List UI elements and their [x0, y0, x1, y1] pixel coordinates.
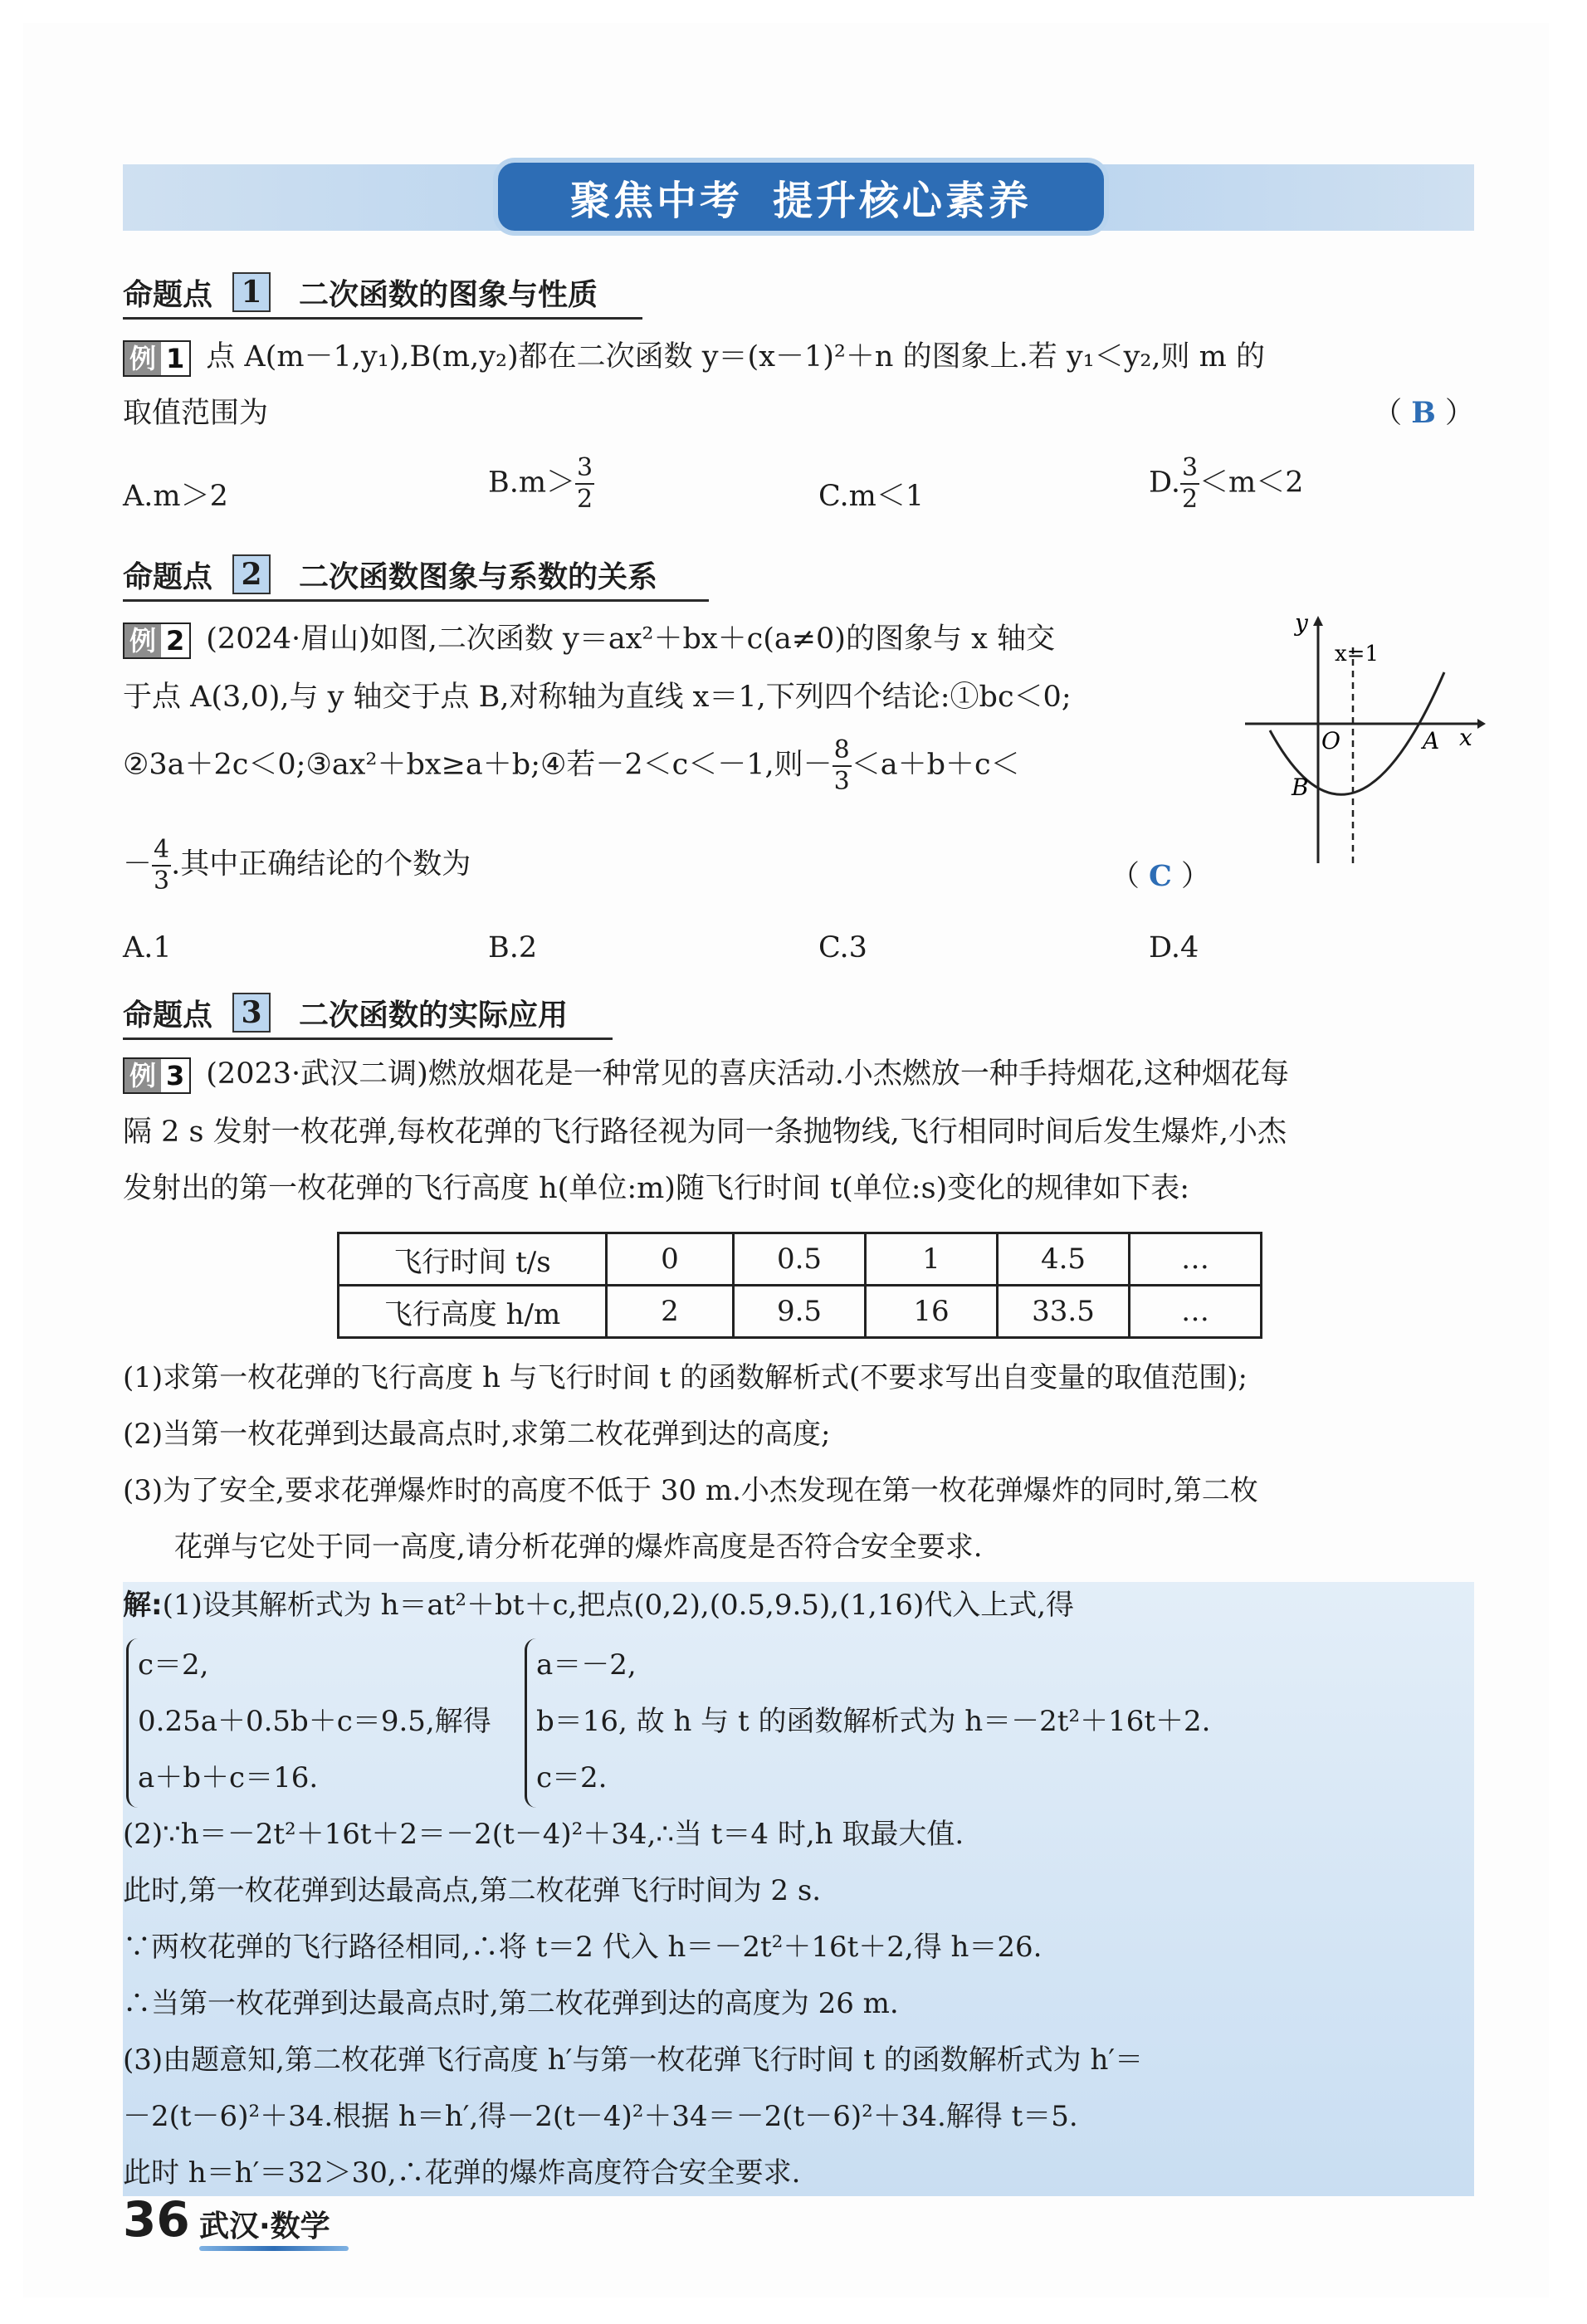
parabola-graph — [1237, 606, 1486, 872]
x-axis-label: x — [1459, 724, 1472, 751]
option-d: D. $\frac{3}{2}$ ＜m＜2 — [1149, 453, 1304, 514]
answer-1: B — [1411, 396, 1436, 430]
section-label: 命题点 — [123, 559, 213, 594]
example-3-line-3: 发射出的第一枚花弹的飞行高度 h(单位:m)随飞行时间 t(单位:s)变化的规律如下表: — [123, 1172, 1190, 1205]
table-cell: 16 — [866, 1286, 998, 1338]
flight-data-table — [337, 1232, 1262, 1339]
option-a: A.1 — [123, 931, 172, 964]
option-d: D.4 — [1149, 931, 1199, 964]
table-cell: 飞行时间 t/s — [339, 1233, 607, 1286]
section-label: 命题点 — [123, 277, 213, 312]
example-tag: 例 2 — [123, 622, 191, 659]
question-2: (2)当第一枚花弹到达最高点时,求第二枚花弹到达的高度; — [123, 1418, 831, 1451]
section-header-2 — [123, 549, 709, 602]
table-cell: 9.5 — [734, 1286, 866, 1338]
example-2-line-4: － $\frac{4}{3}$ .其中正确结论的个数为 （ C ） — [123, 835, 1210, 896]
system-2-row-2: b＝16, 故 h 与 t 的函数解析式为 h＝－2t²＋16t＋2. — [536, 1705, 1211, 1738]
footer-title: 武汉·数学 — [199, 2209, 330, 2243]
example-2-line-2: 于点 A(3,0),与 y 轴交于点 B,对称轴为直线 x＝1,下列四个结论:①bc＜0; — [123, 681, 1072, 714]
example-1-line-2: 取值范围为 （ B ） — [123, 396, 1474, 430]
system-1-row-1: c＝2, — [138, 1648, 209, 1682]
system-1-row-3: a＋b＋c＝16. — [138, 1761, 319, 1794]
table-row — [339, 1286, 1262, 1338]
section-title: 二次函数图象与系数的关系 — [299, 559, 658, 594]
table-cell: … — [1130, 1233, 1262, 1286]
question-3-line-1: (3)为了安全,要求花弹爆炸时的高度不低于 30 m.小杰发现在第一枚花弹爆炸的同时,第二枚 — [123, 1474, 1258, 1507]
table-cell: 4.5 — [998, 1233, 1130, 1286]
section-number: 1 — [232, 272, 271, 312]
point-a-label: A — [1423, 727, 1440, 754]
table-row — [339, 1233, 1262, 1286]
example-2-line-1: 例 2 (2024·眉山)如图,二次函数 y＝ax²＋bx＋c(a≠0)的图象与 x 轴交 — [123, 616, 1055, 659]
table-cell: 0 — [607, 1233, 734, 1286]
point-b-label: B — [1292, 774, 1309, 801]
option-a: A.m＞2 — [123, 480, 228, 513]
system-2-row-1: a＝－2, — [536, 1648, 637, 1682]
table-cell: 飞行高度 h/m — [339, 1286, 607, 1338]
section-header-3 — [123, 988, 613, 1040]
example-tag: 例 1 — [123, 340, 191, 377]
section-banner — [498, 163, 1104, 231]
solution-line-8: 此时 h＝h′＝32＞30,∴花弹的爆炸高度符合安全要求. — [123, 2156, 801, 2190]
option-c: C.m＜1 — [818, 480, 925, 513]
table-cell: 1 — [866, 1233, 998, 1286]
answer-2: C — [1149, 859, 1172, 893]
table-cell: … — [1130, 1286, 1262, 1338]
solution-line-5: ∴当第一枚花弹到达最高点时,第二枚花弹到达的高度为 26 m. — [123, 1987, 899, 2020]
y-axis-label: y — [1295, 609, 1308, 637]
solution-line-3: 此时,第一枚花弹到达最高点,第二枚花弹飞行时间为 2 s. — [123, 1874, 822, 1907]
system-1-row-2: 0.25a＋0.5b＋c＝9.5,解得 — [138, 1705, 491, 1738]
example-1-line-1: 例 1 点 A(m－1,y₁),B(m,y₂)都在二次函数 y＝(x－1)²＋n 的图象上.若 y₁＜y₂,则 m 的 — [123, 334, 1265, 377]
option-b: B.2 — [488, 931, 538, 964]
table-cell: 0.5 — [734, 1233, 866, 1286]
example-3-line-2: 隔 2 s 发射一枚花弹,每枚花弹的飞行路径视为同一条抛物线,飞行相同时间后发生爆炸,小杰 — [123, 1116, 1287, 1149]
page-number: 36 — [123, 2191, 190, 2248]
option-b: B.m＞ $\frac{3}{2}$ — [488, 453, 593, 514]
section-title: 二次函数的图象与性质 — [299, 277, 598, 312]
footer-accent-bar — [199, 2246, 349, 2251]
solution-line-6: (3)由题意知,第二枚花弹飞行高度 h′与第一枚花弹飞行时间 t 的函数解析式为 h′＝ — [123, 2043, 1144, 2077]
solution-line-2: (2)∵h＝－2t²＋16t＋2＝－2(t－4)²＋34,∴当 t＝4 时,h 取最大值. — [123, 1818, 964, 1851]
example-2-line-3: ②3a＋2c＜0;③ax²＋bx≥a＋b;④若－2＜c＜－1,则－ $\frac{8}{3}$ ＜a＋b＋c＜ — [123, 735, 1020, 796]
question-3-line-2: 花弹与它处于同一高度,请分析花弹的爆炸高度是否符合安全要求. — [174, 1531, 983, 1564]
example-tag: 例 3 — [123, 1057, 191, 1094]
solution-line-1: 解:(1)设其解析式为 h＝at²＋bt＋c,把点(0,2),(0.5,9.5),(1,16)代入上式,得 — [123, 1589, 1075, 1622]
system-2-row-3: c＝2. — [536, 1761, 608, 1794]
banner-title-right: 提升核心素养 — [773, 177, 1033, 224]
table-cell: 2 — [607, 1286, 734, 1338]
table-cell: 33.5 — [998, 1286, 1130, 1338]
option-c: C.3 — [818, 931, 867, 964]
solution-line-7: －2(t－6)²＋34.根据 h＝h′,得－2(t－4)²＋34＝－2(t－6)²＋34.解得 t＝5. — [123, 2100, 1078, 2133]
section-title: 二次函数的实际应用 — [299, 998, 569, 1033]
example-3-line-1: 例 3 (2023·武汉二调)燃放烟花是一种常见的喜庆活动.小杰燃放一种手持烟花,这种烟花每 — [123, 1051, 1289, 1094]
banner-title-left: 聚焦中考 — [569, 177, 743, 224]
section-number: 3 — [232, 993, 271, 1033]
symmetry-label: x=1 — [1335, 642, 1379, 666]
section-label: 命题点 — [123, 998, 213, 1033]
section-number: 2 — [232, 554, 271, 594]
origin-label: O — [1321, 727, 1340, 754]
solution-line-4: ∵两枚花弹的飞行路径相同,∴将 t＝2 代入 h＝－2t²＋16t＋2,得 h＝26. — [123, 1931, 1043, 1964]
question-1: (1)求第一枚花弹的飞行高度 h 与飞行时间 t 的函数解析式(不要求写出自变量的取值范围); — [123, 1361, 1248, 1394]
section-header-1 — [123, 267, 642, 320]
